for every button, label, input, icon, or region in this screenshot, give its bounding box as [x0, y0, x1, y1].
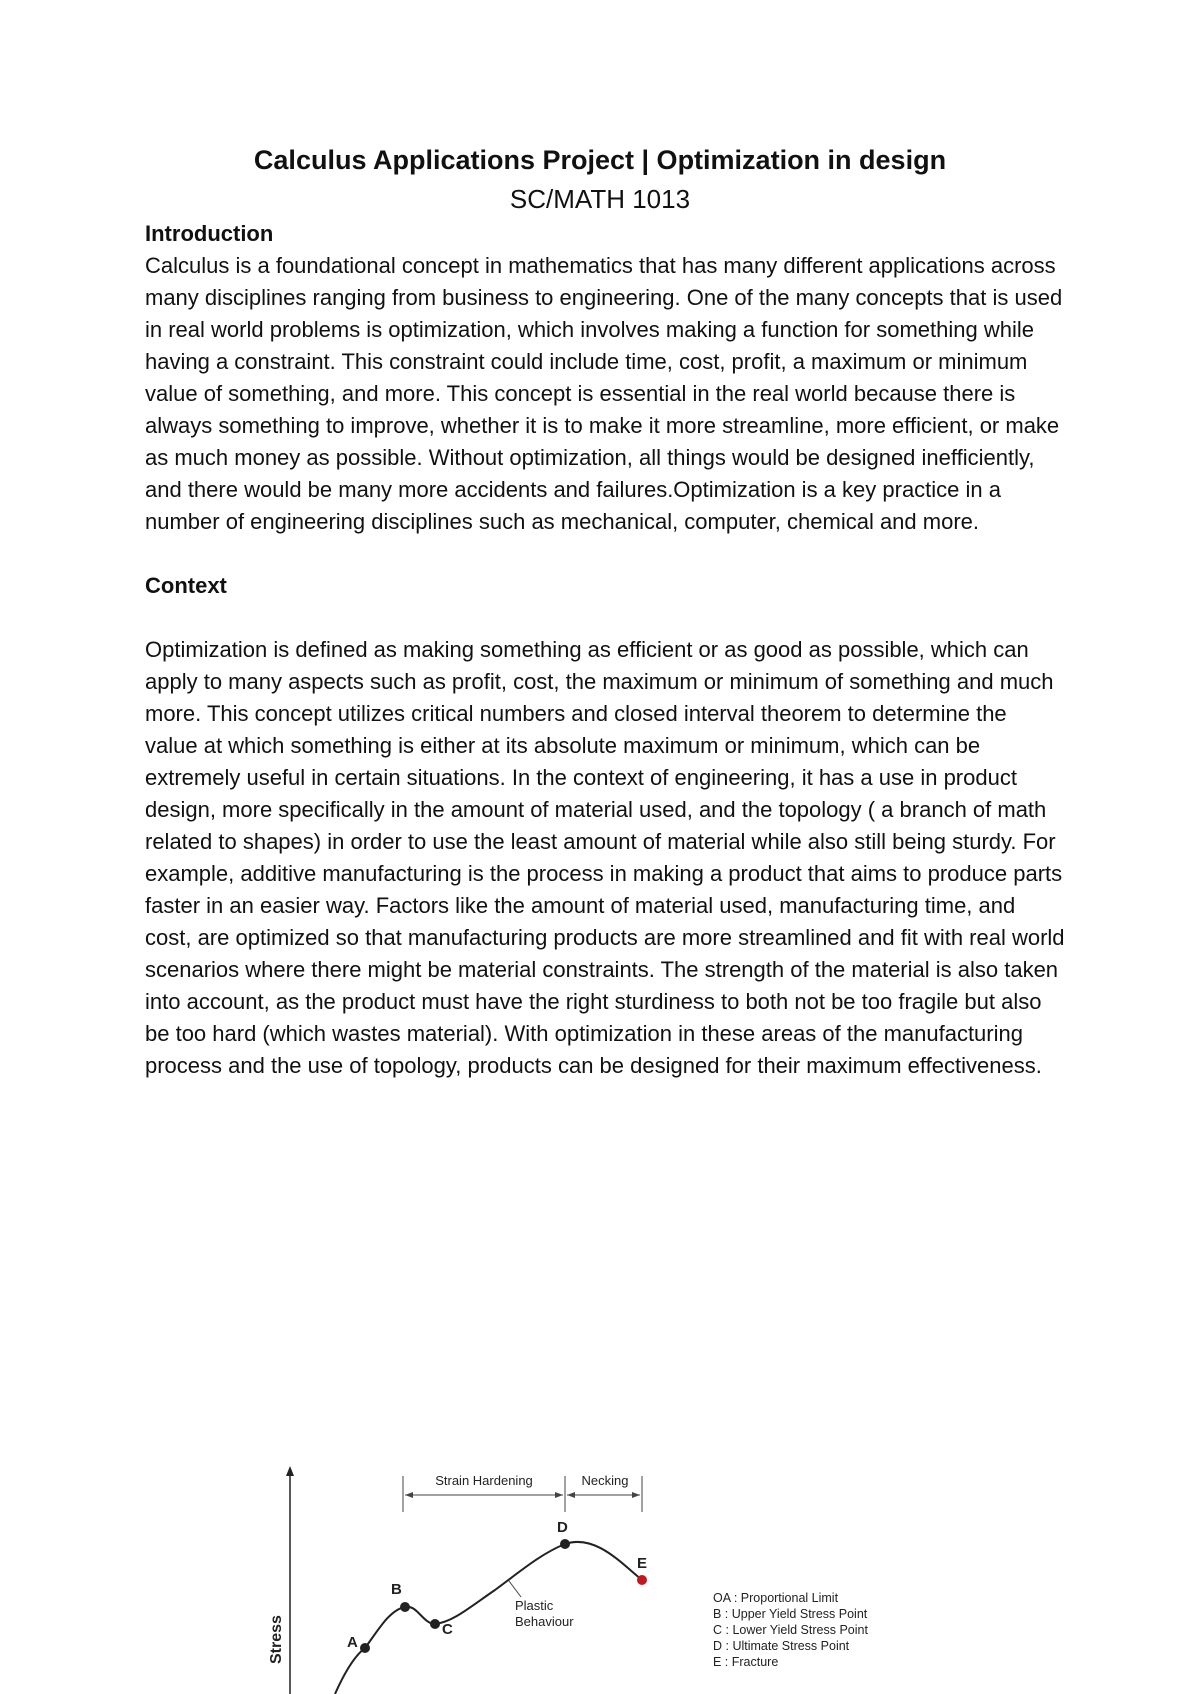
figure-legend	[713, 1591, 868, 1669]
y-axis-label: Stress	[268, 1615, 285, 1664]
annotation-behaviour: Behaviour	[515, 1614, 574, 1629]
stress-strain-diagram	[255, 1462, 935, 1694]
point-label-e: E	[637, 1555, 648, 1572]
legend-item: D : Ultimate Stress Point	[713, 1639, 850, 1653]
region-label-necking: Necking	[581, 1473, 629, 1488]
arrow-left-icon	[567, 1492, 575, 1498]
annotation-leader-line	[509, 1581, 521, 1597]
point-a	[360, 1643, 370, 1653]
point-e	[637, 1575, 647, 1585]
legend-item: B : Upper Yield Stress Point	[713, 1607, 868, 1621]
region-label-strain-hardening: Strain Hardening	[435, 1473, 533, 1488]
point-label-c: C	[442, 1621, 453, 1638]
stress-strain-figure	[255, 1462, 935, 1694]
paragraph-introduction: Calculus is a foundational concept in mathematics that has many different applications across many disciplines ranging from business to engineering. One of the many concepts that is used in real world problems is optimization, which involves making a function for something while having a constraint. This constraint could include time, cost, profit, a maximum or minimum value of something, and more. This concept is essential in the real world because there is always something to improve, whether it is to make it more streamline, more efficient, or make as much money as possible. Without optimization, all things would be designed inefficiently, and there would be many more accidents and failures.Optimization is a key practice in a number of engineering disciplines such as mechanical, computer, chemical and more.	[145, 253, 1063, 534]
arrow-right-icon	[555, 1492, 563, 1498]
annotation-plastic: Plastic	[515, 1598, 554, 1613]
section-heading-introduction: Introduction	[145, 221, 274, 246]
page-title: Calculus Applications Project | Optimization in design	[253, 145, 947, 175]
point-label-a: A	[347, 1634, 358, 1651]
section-heading-context: Context	[145, 573, 227, 598]
point-b	[400, 1602, 410, 1612]
legend-item: C : Lower Yield Stress Point	[713, 1623, 868, 1637]
course-code: SC/MATH 1013	[509, 184, 691, 214]
stress-strain-curve	[335, 1542, 642, 1694]
y-axis-arrow-icon	[286, 1466, 294, 1476]
point-d	[560, 1539, 570, 1549]
arrow-right-icon	[632, 1492, 640, 1498]
legend-item: OA : Proportional Limit	[713, 1591, 839, 1605]
point-label-b: B	[391, 1581, 402, 1598]
point-c	[430, 1619, 440, 1629]
arrow-left-icon	[405, 1492, 413, 1498]
document-body	[145, 218, 1065, 1082]
point-label-d: D	[557, 1519, 568, 1536]
paragraph-context: Optimization is defined as making something as efficient or as good as possible, which can apply to many aspects such as profit, cost, the maximum or minimum of something and much more. This concept utilizes critical numbers and closed interval theorem to determine the value at which something is either at its absolute maximum or minimum, which can be extremely useful in certain situations. In the context of engineering, it has a use in product design, more specifically in the amount of material used, and the topology ( a branch of math related to shapes) in order to use the least amount of material while also still being sturdy. For example, additive manufacturing is the process in making a product that aims to produce parts faster in an easier way. Factors like the amount of material used, manufacturing time, and cost, are optimized so that manufacturing products are more streamlined and fit with real world scenarios where there might be material constraints. The strength of the material is also taken into account, as the product must have the right sturdiness to both not be too fragile but also be too hard (which wastes material). With optimization in these areas of the manufacturing process and the use of topology, products can be designed for their maximum effectiveness.	[145, 637, 1065, 1078]
legend-item: E : Fracture	[713, 1655, 779, 1669]
